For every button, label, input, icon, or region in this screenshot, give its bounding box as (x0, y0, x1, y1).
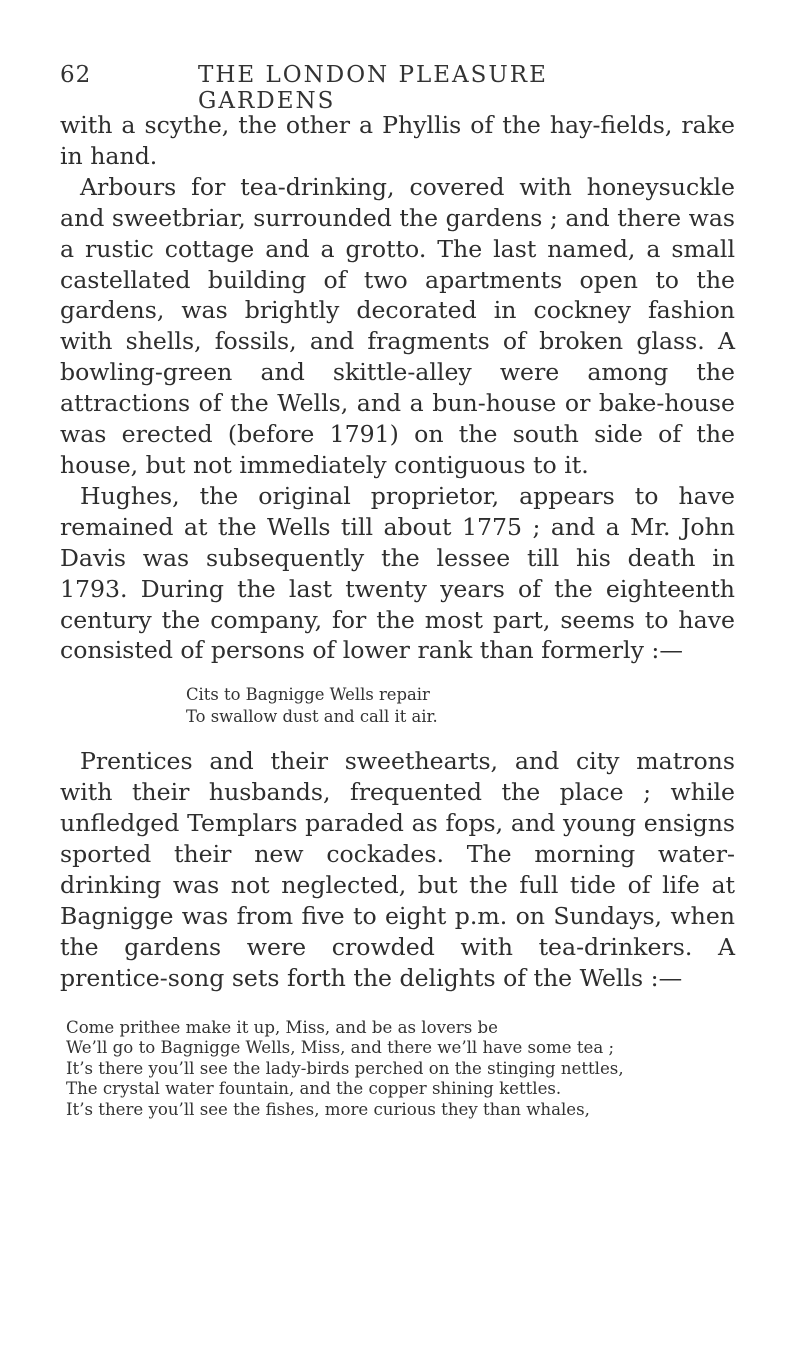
poem-line: It’s there you’ll see the lady-birds perched on the stinging nettles, (66, 1058, 624, 1078)
page-header (60, 62, 660, 114)
poem-line: Come prithee make it up, Miss, and be as lovers be (66, 1017, 498, 1037)
page-number: 62 (60, 62, 92, 88)
body-text (60, 110, 735, 1121)
paragraph-prentices: Prentices and their sweethearts, and city matrons with their husbands, frequented the place ; while unfledged Templars paraded as fops, and young ensigns sported their new cockades. The morning water-drinking was not neglected, but the full tide of life at Bagnigge was from five to eight p.m. on Sundays, when the gardens were crowded with tea-drinkers. A prentice-song sets forth the delights of the Wells :— (60, 747, 735, 992)
poem-line: The crystal water fountain, and the copper shining kettles. (66, 1079, 562, 1099)
verse-line: To swallow dust and call it air. (186, 707, 438, 727)
verse-quotation (186, 684, 735, 728)
prentice-song (66, 1018, 726, 1121)
verse-line: Cits to Bagnigge Wells repair (186, 685, 430, 705)
paragraph-arbours: Arbours for tea-drinking, covered with honeysuckle and sweetbriar, surrounded the gardens ; and there was a rustic cottage and a grotto. The last named, a small castellated building of two apartments open to the gardens, was brightly decorated in cockney fashion with shells, fossils, and fragments of broken glass. A bowling-green and skittle-alley were among the attractions of the Wells, and a bun-house or bake-house was erected (before 1791) on the south side of the house, but not immediately contiguous to it. (60, 172, 735, 479)
poem-line: We’ll go to Bagnigge Wells, Miss, and there we’ll have some tea ; (66, 1038, 615, 1058)
paragraph-hughes: Hughes, the original proprietor, appears to have remained at the Wells till about 1775 ; and a Mr. John Davis was subsequently the lessee till his death in 1793. During the last twenty years of the eighteenth century the company, for the most part, seems to have consisted of persons of lower rank than formerly :— (60, 481, 735, 665)
running-title: THE LONDON PLEASURE GARDENS (198, 62, 548, 114)
poem-line: It’s there you’ll see the fishes, more curious they than whales, (66, 1099, 590, 1119)
paragraph-continuation: with a scythe, the other a Phyllis of the hay-fields, rake in hand. (60, 111, 735, 170)
